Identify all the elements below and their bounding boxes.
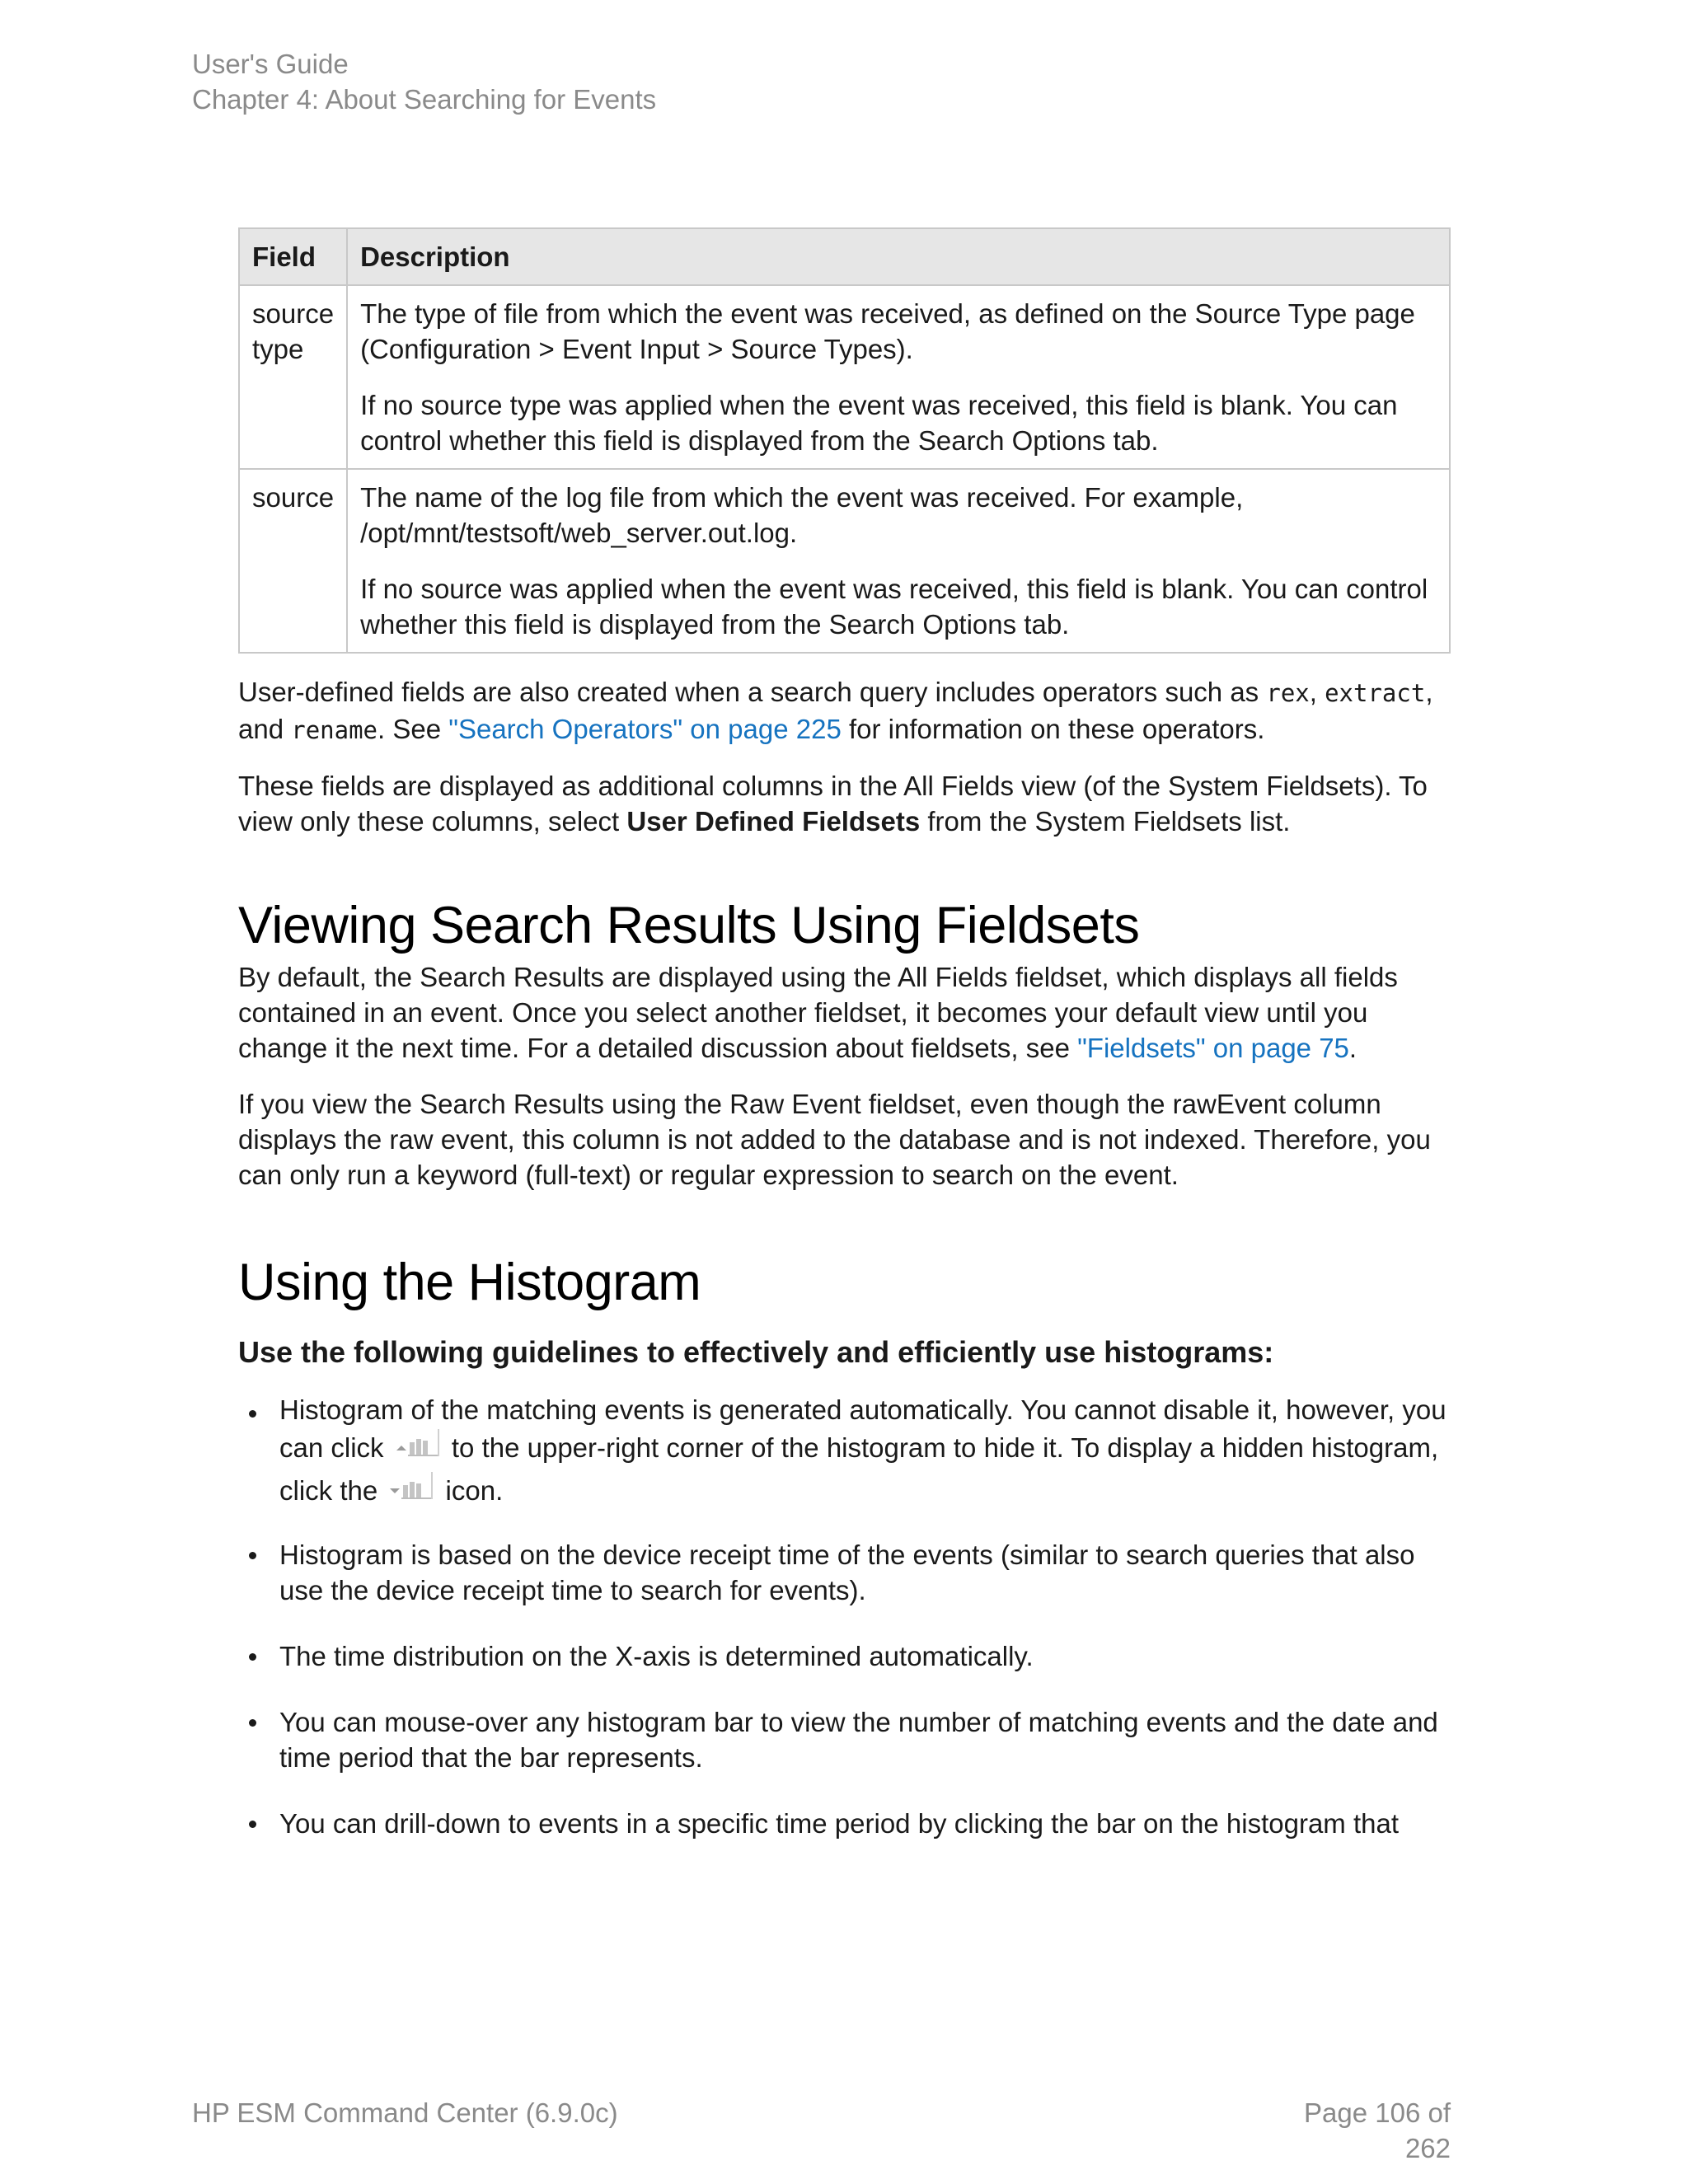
- field-description-cell: [347, 285, 1450, 469]
- col-header-description: Description: [347, 228, 1450, 285]
- histogram-guidelines-subheading: Use the following guidelines to effectively and efficiently use histograms:: [238, 1335, 1274, 1369]
- description-paragraph: If no source type was applied when the event was received, this field is blank. You can control whether this field is displayed from the Search Options tab.: [360, 390, 1398, 456]
- description-paragraph: If no source was applied when the event was received, this field is blank. You can control whether this field is displayed from the Search Options tab.: [360, 574, 1428, 640]
- running-header: [192, 46, 656, 117]
- list-item: You can drill-down to events in a specific time period by clicking the bar on the histogram that: [238, 1806, 1451, 1841]
- guide-title: User's Guide: [192, 49, 349, 79]
- histogram-guidelines-list: [238, 1392, 1451, 1841]
- show-histogram-icon[interactable]: [388, 1470, 434, 1513]
- operator-extract: extract: [1325, 679, 1426, 707]
- table-row: [239, 469, 1450, 653]
- operator-rex: rex: [1266, 679, 1310, 707]
- section-heading-histogram: Using the Histogram: [238, 1254, 701, 1311]
- fieldsets-paragraph-1: By default, the Search Results are displayed using the All Fields fieldset, which displays all fields contained in an event. Once you select another fieldset, it becomes your default view until you change it the next time. For a detailed discussion about fieldsets, see "Fieldsets" on page 75.: [238, 962, 1398, 1063]
- description-paragraph: The name of the log file from which the event was received. For example, /opt/mnt/testsoft/web_server.out.log.: [360, 482, 1244, 548]
- hide-histogram-icon[interactable]: [395, 1427, 441, 1470]
- description-paragraph: The type of file from which the event was received, as defined on the Source Type page (Configuration > Event Input > Source Types).: [360, 298, 1415, 364]
- fields-display-paragraph: These fields are displayed as additional columns in the All Fields view (of the System Fieldsets). To view only these columns, select User Defined Fieldsets from the System Fieldsets list.: [238, 771, 1428, 837]
- footer-product: HP ESM Command Center (6.9.0c): [192, 2097, 618, 2128]
- field-name-cell: source: [239, 469, 347, 653]
- operator-rename: rename: [291, 716, 377, 744]
- page-content: [238, 227, 1451, 1841]
- list-item: You can mouse-over any histogram bar to view the number of matching events and the date and time period that the bar represents.: [238, 1704, 1451, 1775]
- list-item: Histogram of the matching events is generated automatically. You cannot disable it, however, you can click to the upper-right corner of the histogram to hide it. To display a hidden histogram, click the icon.: [238, 1392, 1451, 1513]
- section-heading-fieldsets: Viewing Search Results Using Fieldsets: [238, 897, 1140, 954]
- field-name-cell: source type: [239, 285, 347, 469]
- table-header-row: [239, 228, 1450, 285]
- table-row: [239, 285, 1450, 469]
- col-header-field: Field: [239, 228, 347, 285]
- search-operators-link[interactable]: "Search Operators" on page 225: [448, 714, 842, 744]
- chapter-title: Chapter 4: About Searching for Events: [192, 84, 657, 115]
- fieldsets-link[interactable]: "Fieldsets" on page 75: [1077, 1033, 1349, 1063]
- fieldsets-paragraph-2: If you view the Search Results using the Raw Event fieldset, even though the rawEvent column displays the raw event, this column is not added to the database and is not indexed. Therefore, you can only run a keyword (full-text) or regular expression to search on the event.: [238, 1089, 1431, 1190]
- field-description-cell: [347, 469, 1450, 653]
- list-item: The time distribution on the X-axis is determined automatically.: [238, 1638, 1451, 1674]
- user-defined-fieldsets-term: User Defined Fieldsets: [626, 806, 921, 837]
- user-defined-fields-paragraph: User-defined fields are also created when a search query includes operators such as rex, extract, and rename. See "Search Operators" on page 225 for information on these operators.: [238, 677, 1433, 744]
- footer-page-number: Page 106 of 262: [1304, 2097, 1451, 2163]
- list-item: Histogram is based on the device receipt time of the events (similar to search queries that also use the device receipt time to search for events).: [238, 1537, 1451, 1608]
- field-description-table: [238, 227, 1451, 654]
